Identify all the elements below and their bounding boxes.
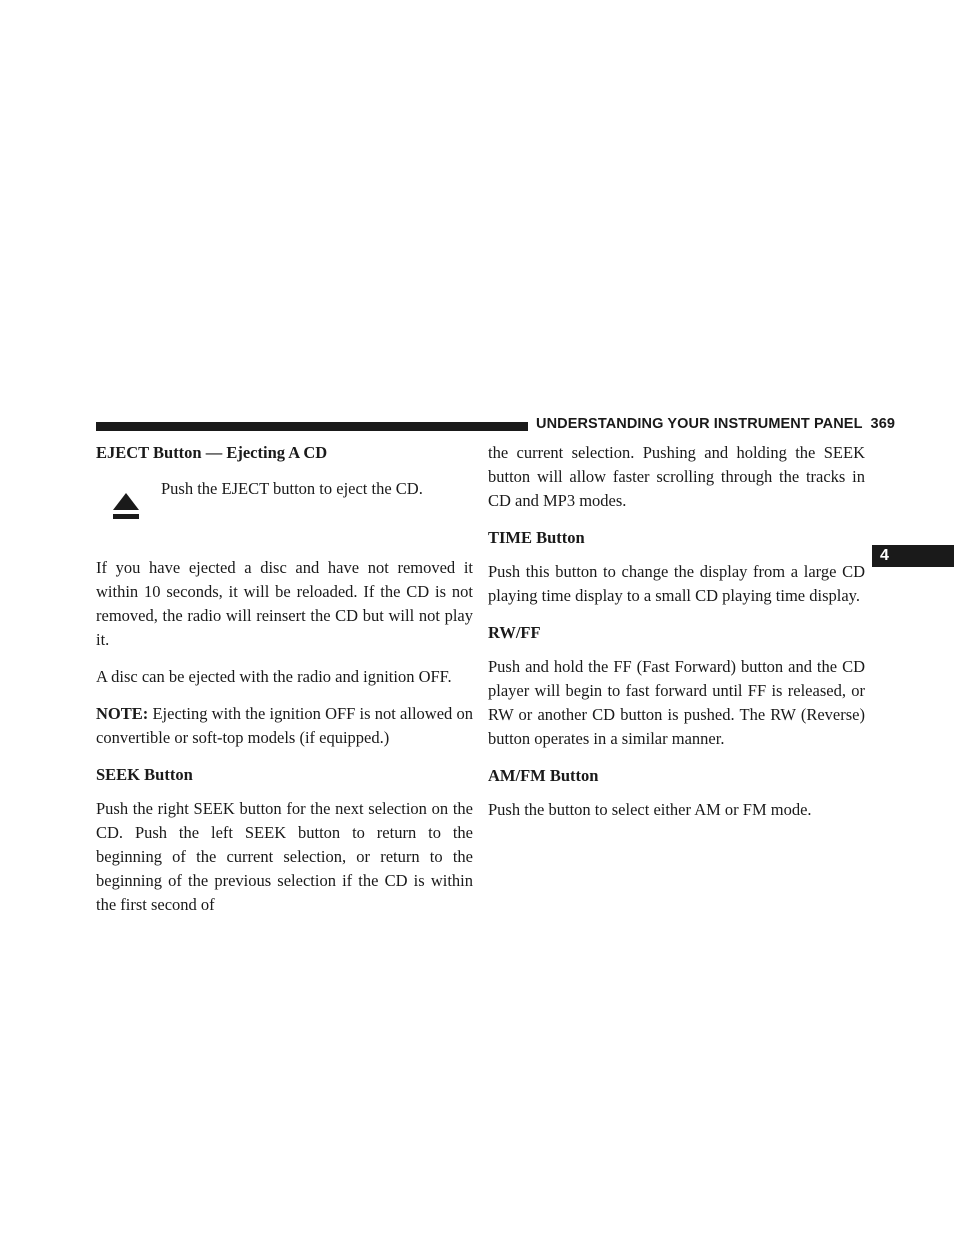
seek-paragraph: Push the right SEEK button for the next selection on the CD. Push the left SEEK button to return to the beginning of the current selection, or return to the beginning of the previous selection if the CD is within the first second of <box>96 799 473 914</box>
note-label: NOTE: <box>96 704 149 723</box>
eject-heading: EJECT Button — Ejecting A CD <box>96 443 328 462</box>
time-heading: TIME Button <box>488 528 585 547</box>
eject-instruction-row <box>96 477 473 556</box>
page-number: 369 <box>870 416 896 432</box>
left-column <box>96 441 473 917</box>
seek-heading: SEEK Button <box>96 765 193 784</box>
note-paragraph <box>96 702 473 750</box>
header-rule <box>96 422 528 431</box>
amfm-heading: AM/FM Button <box>488 766 599 785</box>
eject-icon <box>112 492 140 522</box>
chapter-tab: 4 <box>872 545 954 567</box>
right-column <box>488 441 865 822</box>
running-header <box>536 416 895 432</box>
ignition-paragraph: A disc can be ejected with the radio and ignition OFF. <box>96 667 452 686</box>
time-paragraph: Push this button to change the display from a large CD playing time display to a small CD playing time display. <box>488 562 865 605</box>
eject-instruction: Push the EJECT button to eject the CD. <box>161 479 423 498</box>
amfm-paragraph: Push the button to select either AM or FM mode. <box>488 800 812 819</box>
note-text: Ejecting with the ignition OFF is not allowed on convertible or soft-top models (if equipped.) <box>96 704 473 747</box>
rwff-heading: RW/FF <box>488 623 541 642</box>
reload-paragraph: If you have ejected a disc and have not removed it within 10 seconds, it will be reloaded. If the CD is not removed, the radio will reinsert the CD but will not play it. <box>96 558 473 649</box>
rwff-paragraph: Push and hold the FF (Fast Forward) button and the CD player will begin to fast forward until FF is released, or RW or another CD button is pushed. The RW (Reverse) button operates in a similar manner. <box>488 657 865 748</box>
seek-continued-paragraph: the current selection. Pushing and holding the SEEK button will allow faster scrolling through the tracks in CD and MP3 modes. <box>488 443 865 510</box>
section-title: UNDERSTANDING YOUR INSTRUMENT PANEL <box>536 416 863 432</box>
